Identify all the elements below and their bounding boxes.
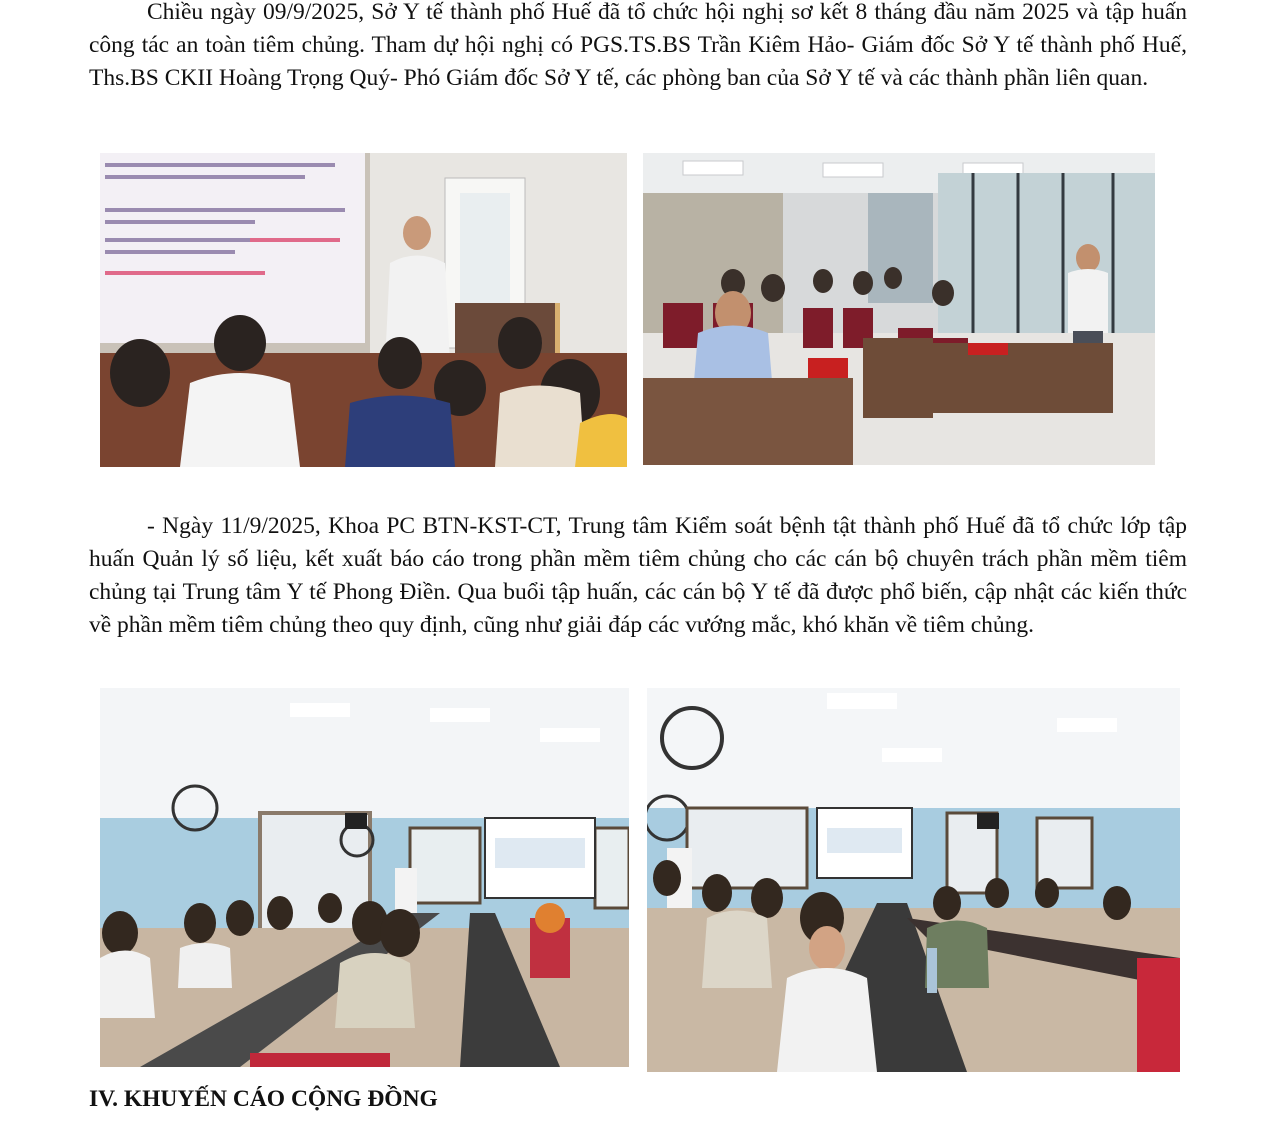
photo-training-room-left [100, 688, 629, 1067]
photo-training-room-right [647, 688, 1180, 1072]
photo-speaker-presentation [100, 153, 627, 467]
paragraph-training: - Ngày 11/9/2025, Khoa PC BTN-KST-CT, Trung tâm Kiểm soát bệnh tật thành phố Huế đã tổ chức lớp tập huấn Quản lý số liệu, kết xuất báo cáo trong phần mềm tiêm chủng cho các cán bộ chuyên trách phần mềm tiêm chủng tại Trung tâm Y tế Phong Điền. Qua buổi tập huấn, các cán bộ Y tế đã được phổ biến, cập nhật các kiến thức về phần mềm tiêm chủng theo quy định, cũng như giải đáp các vướng mắc, khó khăn về tiêm chủng. [89, 513, 1187, 638]
section-heading: IV. KHUYẾN CÁO CỘNG ĐỒNG [89, 1086, 438, 1112]
paragraph-conference: Chiều ngày 09/9/2025, Sở Y tế thành phố Huế đã tổ chức hội nghị sơ kết 8 tháng đầu năm 2025 và tập huấn công tác an toàn tiêm chủng. Tham dự hội nghị có PGS.TS.BS Trần Kiêm Hảo- Giám đốc Sở Y tế thành phố Huế, Ths.BS CKII Hoàng Trọng Quý- Phó Giám đốc Sở Y tế, các phòng ban của Sở Y tế và các thành phần liên quan. [89, 0, 1187, 91]
photo-conference-hall [643, 153, 1155, 465]
